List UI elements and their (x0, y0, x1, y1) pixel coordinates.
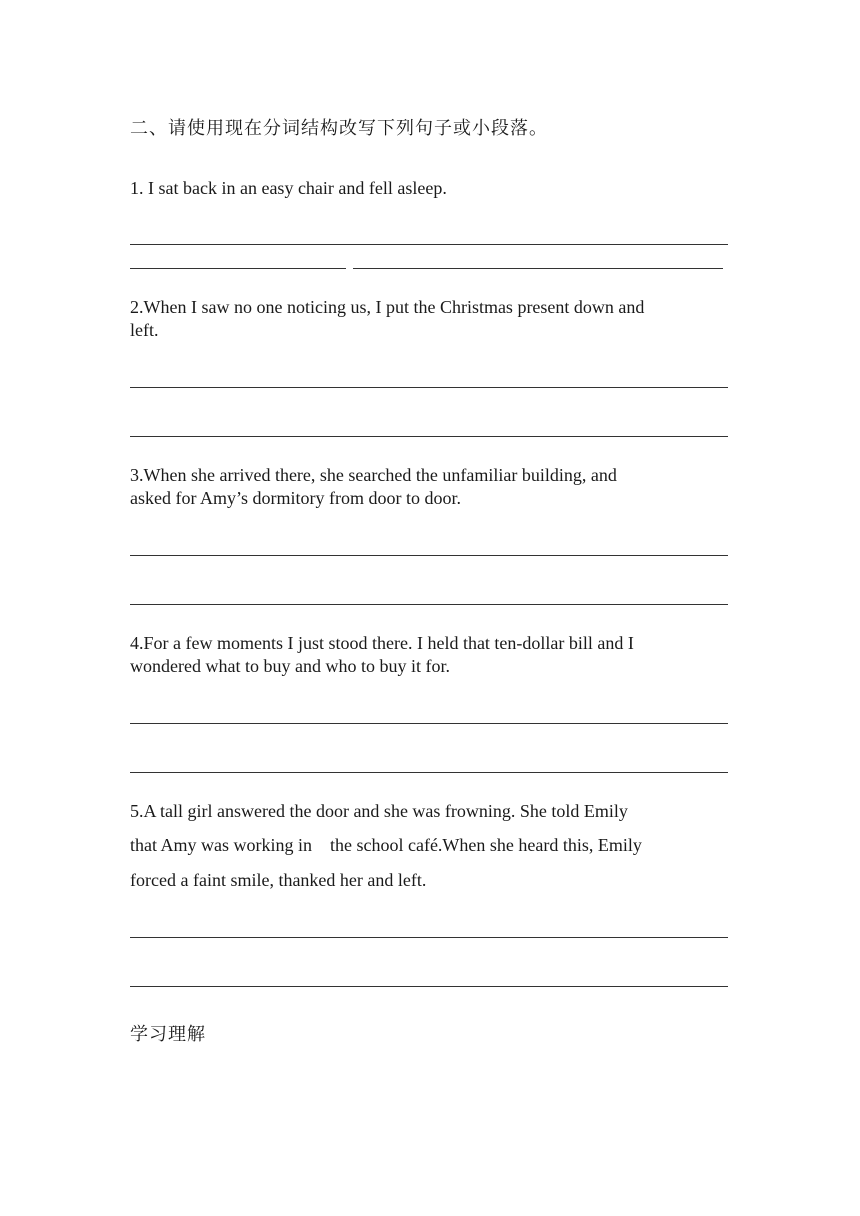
question-3-text-line-2: asked for Amy’s dormitory from door to door. (130, 488, 461, 508)
question-2-text-line-2: left. (130, 320, 159, 340)
question-1-answer-line-2b[interactable] (353, 268, 723, 269)
question-1-answer-line-1[interactable] (130, 244, 728, 245)
question-4-text-line-2: wondered what to buy and who to buy it for. (130, 656, 450, 676)
question-5-answer-line-2[interactable] (130, 986, 728, 987)
question-5-text-line-2: that Amy was working in the school café.When she heard this, Emily (130, 835, 642, 855)
question-4-answer-line-1[interactable] (130, 723, 728, 724)
question-3-answer-line-1[interactable] (130, 555, 728, 556)
question-4-text-line-1: 4.For a few moments I just stood there. I held that ten-dollar bill and I (130, 633, 634, 653)
question-5-text-line-1: 5.A tall girl answered the door and she was frowning. She told Emily (130, 801, 628, 821)
question-2-text-line-1: 2.When I saw no one noticing us, I put the Christmas present down and (130, 297, 645, 317)
question-1-answer-line-2a[interactable] (130, 268, 346, 269)
section-title: 二、请使用现在分词结构改写下列句子或小段落。 (130, 118, 548, 138)
question-4-answer-line-2[interactable] (130, 772, 728, 773)
question-2-answer-line-1[interactable] (130, 387, 728, 388)
footer-heading: 学习理解 (130, 1024, 206, 1044)
question-3-text-line-1: 3.When she arrived there, she searched the unfamiliar building, and (130, 465, 617, 485)
question-5-answer-line-1[interactable] (130, 937, 728, 938)
question-1-text: 1. I sat back in an easy chair and fell asleep. (130, 178, 447, 198)
question-3-answer-line-2[interactable] (130, 604, 728, 605)
question-5-text-line-3: forced a faint smile, thanked her and left. (130, 870, 427, 890)
question-2-answer-line-2[interactable] (130, 436, 728, 437)
